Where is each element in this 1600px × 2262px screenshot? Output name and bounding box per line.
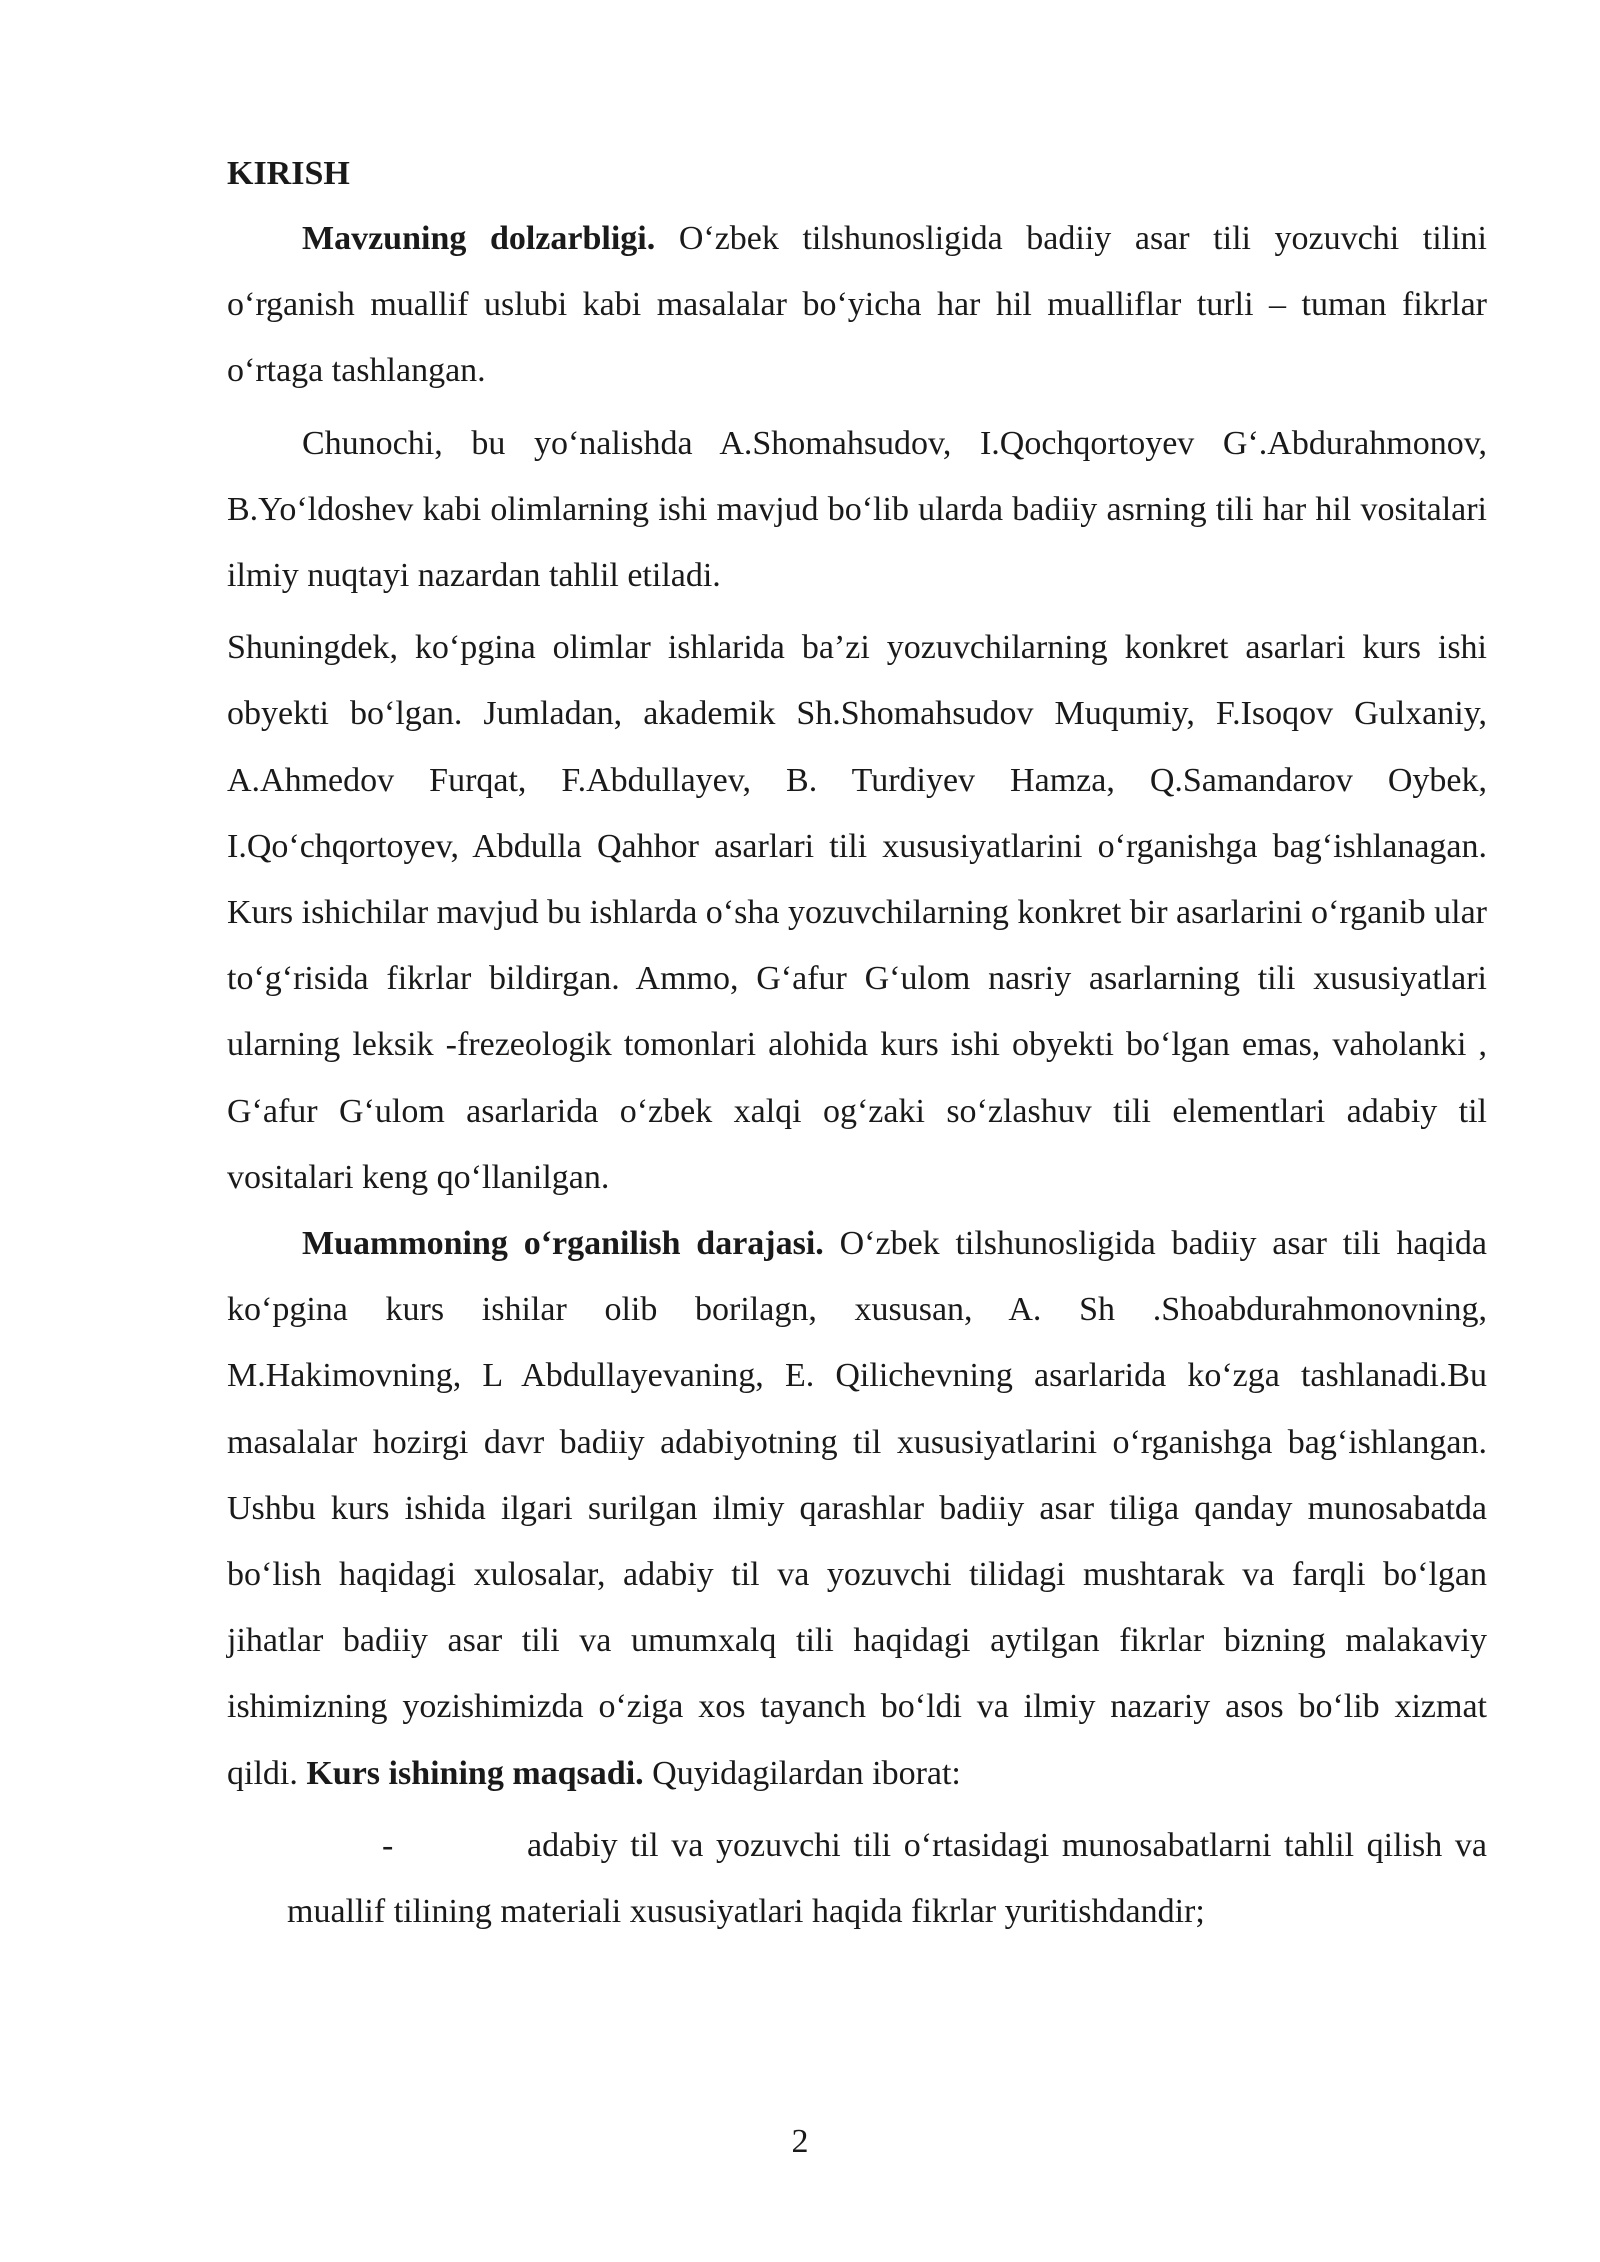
section-heading: KIRISH — [227, 155, 350, 192]
paragraph-works: Shuningdek, ko‘pgina olimlar ishlarida ba’zi yozuvchilarning konkret asarlari kurs ishi obyekti bo‘lgan. Jumladan, akademik Sh.Shomahsudov Muqumiy, F.Isoqov Gulxaniy, A.Ahmedov Furqat, F.Abdullayev, B. Turdiyev Hamza, Q.Samandarov Oybek, I.Qo‘chqortoyev, Abdulla Qahhor asarlari tili xususiyatlarini o‘rganishga bag‘ishlanagan. Kurs ishichilar mavjud bu ishlarda o‘sha yozuvchilarning konkret bir asarlarini o‘rganib ular to‘g‘risida fikrlar bildirgan. Ammo, G‘afur G‘ulom nasriy asarlarning tili xususiyatlari ularning leksik -frezeologik tomonlari alohida kurs ishi obyekti bo‘lgan emas, vaholanki , G‘afur G‘ulom asarlarida o‘zbek xalqi og‘zaki so‘zlashuv tili elementlari adabiy til vositalari keng qo‘llanilgan. — [227, 629, 1487, 1196]
goal-intro: Quyidagilardan iborat: — [643, 1754, 961, 1792]
paragraph-relevance — [227, 206, 1487, 405]
paragraph-lead: Mavzuning dolzarbligi. — [302, 220, 656, 257]
paragraph-text: O‘zbek tilshunosligida badiiy asar tili haqida ko‘pgina kurs ishilar olib borilagn, xususan, A. Sh .Shoabdurahmonovning, M.Hakimovning, L Abdullayevaning, E. Qilichevning asarlarida ko‘zga tashlanadi.Bu masalalar hozirgi davr badiiy adabiyotning til xususiyatlarini o‘rganishga bag‘ishlangan. Ushbu kurs ishida ilgari surilgan ilmiy qarashlar badiiy asar tiliga qanday munosabatda bo‘lish haqidagi xulosalar, adabiy til va yozuvchi tilidagi mushtarak va farqli bo‘lgan jihatlar badiiy asar tili va umumxalq tili haqidagi aytilgan fikrlar bizning malakaviy ishimizning yozishimizda o‘ziga xos tayanch bo‘ldi va ilmiy nazariy asos bo‘lib xizmat qildi. — [227, 1225, 1488, 1792]
list-item — [287, 1813, 1487, 1945]
paragraph-study-degree — [227, 1211, 1487, 1807]
page-number: 2 — [791, 2123, 809, 2160]
goal-label: Kurs ishining maqsadi. — [306, 1754, 644, 1792]
paragraph-text: O‘zbek tilshunosligida badiiy asar tili yozuvchi tilini o‘rganish muallif uslubi kabi masalalar bo‘yicha har hil mualliflar turli – tuman fikrlar o‘rtaga tashlangan. — [227, 220, 1488, 390]
list-item-text: adabiy til va yozuvchi tili o‘rtasidagi munosabatlarni tahlil qilish va muallif tilining materiali xususiyatlari haqida fikrlar yuritishdandir; — [287, 1826, 1487, 1931]
list-marker: - — [382, 1826, 394, 1864]
body-text — [227, 206, 1487, 1945]
paragraph-lead: Muammoning o‘rganilish darajasi. — [302, 1225, 824, 1263]
paragraph-scholars: Chunochi, bu yo‘nalishda A.Shomahsudov, I.Qochqortoyev G‘.Abdurahmonov, B.Yo‘ldoshev kabi olimlarning ishi mavjud bo‘lib ularda badiiy asrning tili har hil vositalari ilmiy nuqtayi nazardan tahlil etiladi. — [227, 424, 1487, 595]
